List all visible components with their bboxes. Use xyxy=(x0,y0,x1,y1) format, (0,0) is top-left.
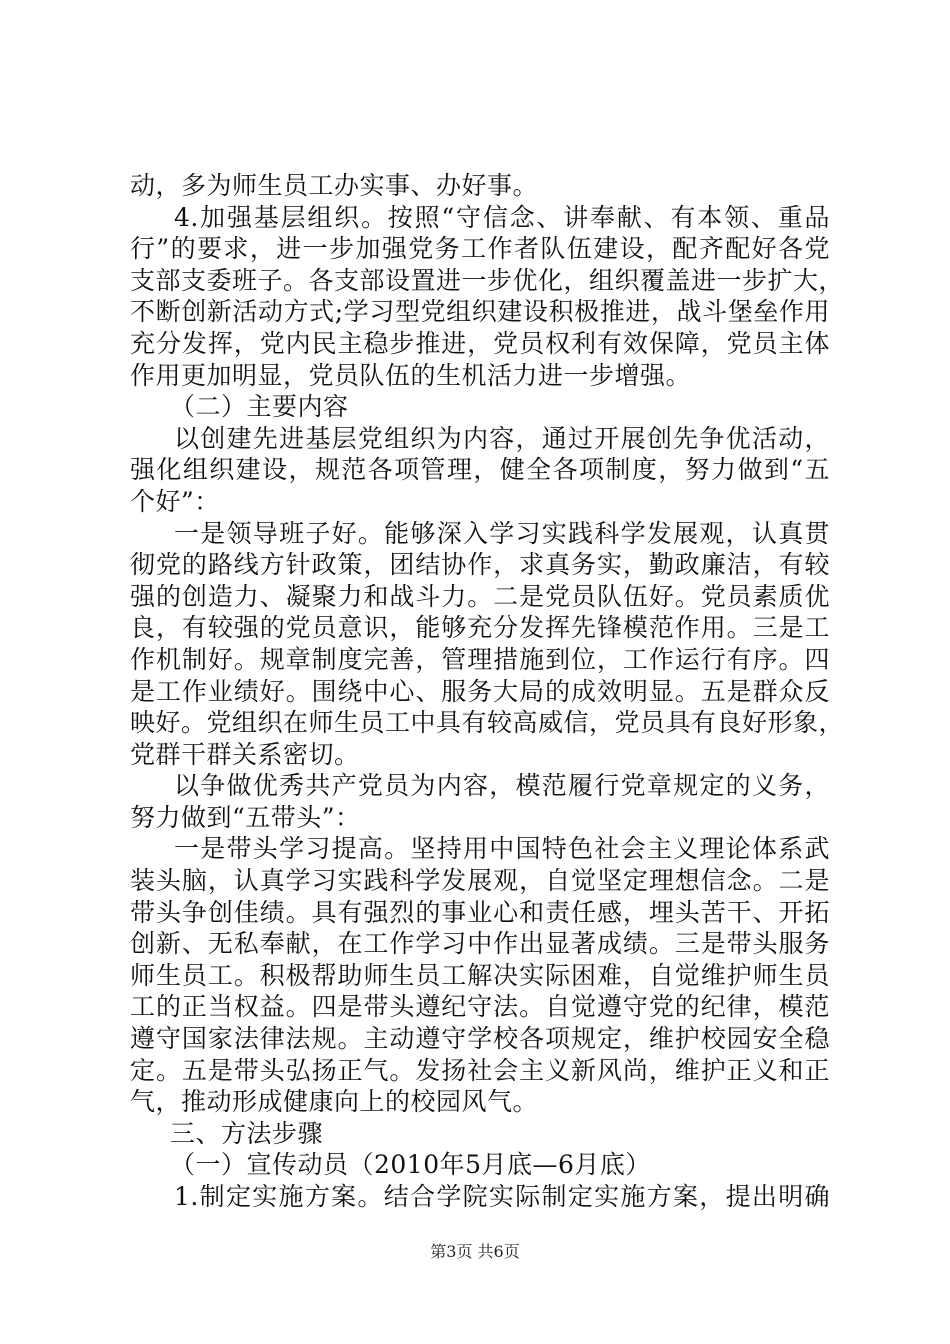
text-line: 行”的要求，进一步加强党务工作者队伍建设，配齐配好各党 xyxy=(130,234,830,264)
text-line: 以争做优秀共产党员为内容，模范履行党章规定的义务， xyxy=(174,771,830,801)
page-number: 第3页 共6页 xyxy=(430,1242,520,1261)
text-line: 师生员工。积极帮助师生员工解决实际困难，自觉维护师生员 xyxy=(130,960,830,990)
text-line: 强化组织建设，规范各项管理，健全各项制度，努力做到“五 xyxy=(130,455,830,485)
text-line: 装头脑，认真学习实践科学发展观，自觉坚定理想信念。二是 xyxy=(130,866,830,896)
text-line: 工的正当权益。四是带头遵纪守法。自觉遵守党的纪律，模范 xyxy=(130,992,830,1022)
section-heading: （二）主要内容 xyxy=(170,392,349,422)
subsection-heading: （一）宣传动员（2010年5月底—6月底） xyxy=(170,1150,651,1180)
text-line: 遵守国家法律法规。主动遵守学校各项规定，维护校园安全稳 xyxy=(130,1024,830,1054)
text-line: 1.制定实施方案。结合学院实际制定实施方案，提出明确 xyxy=(174,1182,830,1211)
text-line: 努力做到“五带头”： xyxy=(130,802,361,832)
text-line: 个好”： xyxy=(130,486,220,516)
text-line: 定。五是带头弘扬正气。发扬社会主义新风尚，维护正义和正 xyxy=(130,1055,830,1085)
text-line: 创新、无私奉献，在工作学习中作出显著成绩。三是带头服务 xyxy=(130,929,830,959)
text-line: 党群干群关系密切。 xyxy=(130,739,360,769)
document-body xyxy=(130,170,845,1213)
text-line: 动，多为师生员工办实事、办好事。 xyxy=(130,171,539,200)
text-line: 不断创新活动方式;学习型党组织建设积极推进，战斗堡垒作用 xyxy=(130,297,830,327)
text-line: 支部支委班子。各支部设置进一步优化，组织覆盖进一步扩大， xyxy=(130,265,845,295)
text-line: 带头争创佳绩。具有强烈的事业心和责任感，埋头苦干、开拓 xyxy=(130,897,830,927)
text-line: 强的创造力、凝聚力和战斗力。二是党员队伍好。党员素质优 xyxy=(130,581,830,611)
text-line: 充分发挥，党内民主稳步推进，党员权利有效保障，党员主体 xyxy=(130,328,830,358)
text-line: 彻党的路线方针政策，团结协作，求真务实，勤政廉洁，有较 xyxy=(130,550,830,580)
text-line: 是工作业绩好。围绕中心、服务大局的成效明显。五是群众反 xyxy=(130,676,830,706)
text-line: 一是带头学习提高。坚持用中国特色社会主义理论体系武 xyxy=(174,834,830,864)
text-line: 映好。党组织在师生员工中具有较高威信，党员具有良好形象， xyxy=(130,708,845,738)
text-line: 作用更加明显，党员队伍的生机活力进一步增强。 xyxy=(130,360,692,390)
text-line: 一是领导班子好。能够深入学习实践科学发展观，认真贯 xyxy=(174,518,830,548)
text-line: 以创建先进基层党组织为内容，通过开展创先争优活动， xyxy=(174,423,830,453)
text-line: 气，推动形成健康向上的校园风气。 xyxy=(130,1087,539,1117)
text-line: 4.加强基层组织。按照“守信念、讲奉献、有本领、重品 xyxy=(174,202,830,232)
section-heading: 三、方法步骤 xyxy=(170,1118,324,1148)
text-line: 作机制好。规章制度完善，管理措施到位，工作运行有序。四 xyxy=(130,644,830,674)
page-footer xyxy=(0,1242,950,1262)
text-line: 良，有较强的党员意识，能够充分发挥先锋模范作用。三是工 xyxy=(130,613,830,643)
